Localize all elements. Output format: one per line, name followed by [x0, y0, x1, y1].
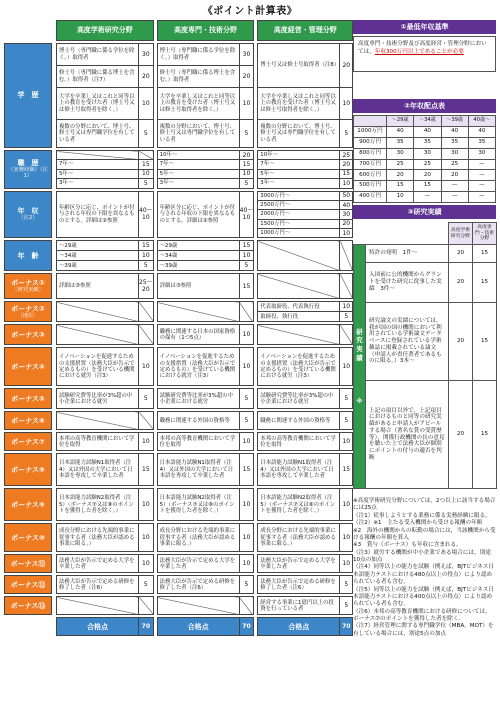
annual-row [354, 126, 496, 137]
research-note-mark: ※ [356, 396, 363, 405]
annual-cell: 35 [387, 137, 414, 148]
income-c-points: 10 [340, 229, 353, 238]
annual-cell: 25 [441, 159, 468, 170]
bonus12-b-points: 5 [239, 576, 254, 594]
column-header-technical: 高度専門・技術分野 [157, 21, 254, 41]
annual-row [354, 181, 496, 192]
research-item: 特許の発明 1件〜 [366, 245, 449, 263]
work-c1-points: 20 [340, 160, 353, 169]
work-c2-points: 15 [340, 169, 353, 178]
income-c-row: 2000万円〜 [258, 210, 340, 219]
bonus6-b: 職務に関連する外国の資格等 [157, 412, 239, 430]
age-a-row: 〜34歳 [57, 251, 139, 261]
bonus9-a: 日本語能力試験N2取得者（注5）（ボーナス⑦又は⑧のポイントを獲得した者を除く。） [57, 489, 139, 521]
bonus4-b: イノベーションを促進するための支援措置（法務大臣が告示で定めるもの）を受けている機関における就労（注3） [157, 348, 239, 386]
bonus4-c: イノベーションを促進するための支援措置（法務大臣が告示で定めるもの）を受けている機関における就労（注3） [258, 348, 340, 386]
category-bonus9: ボーナス⑨ [5, 489, 52, 521]
category-income-label: 年 収 [17, 207, 39, 216]
research-item: 研究論文の実績については，我が国の国の機関において利用されている学術論文データベースに登録されている学術雑誌に掲載されている論文（申請人が責任著者であるものに限る。）3本〜 [366, 303, 449, 381]
edu-a2: 修士号（専門職に係る博士を含む。）取得者（注7） [57, 66, 139, 88]
category-bonus2-sub: 〔地位〕 [17, 312, 39, 319]
annual-cell: 500万円 [354, 181, 387, 192]
category-education: 学 歴 [5, 44, 52, 148]
bonus10-b: 成長分野における先端的事業に従事する者（法務大臣が認める事業に限る。） [157, 524, 239, 552]
minimum-income-heading: ①最低年収基準 [353, 20, 496, 34]
annual-cell: — [441, 181, 468, 192]
annual-cell: 15 [414, 181, 441, 192]
notes [353, 498, 496, 638]
annual-header: 〜34歳 [414, 116, 441, 127]
annual-cell: — [468, 170, 495, 181]
annual-cell: 1000万円 [354, 126, 387, 137]
total-label-technical: 合格点 [157, 618, 239, 636]
note-item: （注7）経営管理に関する専門職学位（MBA，MOT）を有している場合には，別途5点の加点 [353, 623, 494, 637]
annual-cell: 40 [468, 126, 495, 137]
work-c0: 10年〜 [258, 151, 340, 160]
annual-row [354, 192, 496, 203]
research-points-technical: 15 [473, 381, 497, 489]
age-b-points: 15 [239, 241, 254, 251]
bonus10-c-points: 10 [340, 524, 353, 552]
bonus1-b-points: 15 [239, 274, 254, 299]
column-header-academic: 高度学術研究分野 [57, 21, 154, 41]
annual-row [354, 159, 496, 170]
category-work-experience-label: 職 歴 [17, 158, 39, 167]
annual-cell: 20 [441, 170, 468, 181]
bonus3-b-points: 10 [239, 325, 254, 345]
category-age: 年 齢 [5, 241, 52, 271]
work-b1-points: 15 [239, 160, 254, 169]
annual-cell: 30 [414, 148, 441, 159]
income-c-row: 3000万円〜 [258, 191, 340, 200]
income-c-points: 20 [340, 219, 353, 228]
income-c-points: 50 [340, 191, 353, 200]
annual-cell: — [468, 159, 495, 170]
bonus7-b-points: 10 [239, 433, 254, 451]
income-c-points: 40 [340, 200, 353, 209]
edu-c4: 複数の分野において、博士号、修士号又は専門職学位を有している者 [258, 120, 340, 148]
age-a-row: 〜39歳 [57, 261, 139, 271]
work-a-empty [57, 151, 139, 160]
note-item: ※2 海外の機関からの転勤の場合には，当該機関から受ける報酬の年額を算入 [353, 527, 496, 541]
annual-cell: 20 [414, 170, 441, 181]
category-bonus2-label: ボーナス② [11, 304, 45, 313]
category-bonus7: ボーナス⑦ [5, 433, 52, 451]
bonus6-c: 職務に関連する外国の資格等 [258, 412, 340, 430]
category-bonus1-sub: 〔研究実績〕 [12, 287, 44, 294]
category-bonus4: ボーナス④ [5, 348, 52, 386]
bonus1-a-points: 25〜20 [139, 274, 154, 299]
category-bonus5: ボーナス⑤ [5, 389, 52, 409]
bonus1-b: 詳細は③参照 [157, 274, 239, 299]
bonus6-c-points: 5 [340, 412, 353, 430]
bonus11-a-points: 10 [139, 555, 154, 573]
note-item: （注3）就労する機関が中小企業である場合には，別途10点の加点 [353, 549, 491, 563]
research-table [353, 222, 497, 489]
age-b-row: 〜39歳 [157, 261, 239, 271]
bonus2-a-empty [57, 302, 139, 322]
annual-income-heading: ②年収配点表 [353, 99, 496, 113]
total-label-business: 合格点 [258, 618, 340, 636]
bonus6-a-empty [57, 412, 139, 430]
work-a3: 3年〜 [57, 179, 139, 188]
income-a: 年齢区分に応じ、ポイントが付与される年収の下限を異なるものとする。詳細は②参照 [57, 191, 139, 238]
edu-a3-points: 10 [139, 88, 154, 120]
bonus2-c2: 取締役、執行役 [258, 312, 340, 322]
work-c3-points: 10 [340, 179, 353, 188]
work-c0-points: 25 [340, 151, 353, 160]
annual-cell: 600万円 [354, 170, 387, 181]
category-bonus3: ボーナス③ [5, 325, 52, 345]
category-bonus10: ボーナス⑩ [5, 524, 52, 552]
annual-cell: 40 [387, 126, 414, 137]
category-income-sub: （注2） [18, 215, 38, 222]
work-a2: 5年〜 [57, 169, 139, 178]
bonus3-b: 職務に関連する日本の国家資格の保有（1つ5点） [157, 325, 239, 345]
income-b: 年齢区分に応じ、ポイントが付与される年収の下限を異なるものとする。詳細は②参照 [157, 191, 239, 238]
research-side-label [354, 245, 366, 489]
annual-row [354, 170, 496, 181]
category-bonus1-label: ボーナス① [11, 279, 45, 288]
age-b-points: 5 [239, 261, 254, 271]
total-points-technical: 70 [239, 618, 254, 636]
minimum-income-text: 高度専門・技術分野及び高度経営・管理分野においては， [358, 41, 487, 56]
minimum-income-box [353, 36, 496, 72]
header-row [5, 21, 353, 41]
annual-income-table [353, 115, 496, 203]
edu-c4-points: 5 [340, 120, 353, 148]
note-item: （注1）従事しようとする業務に係る実務経験に限る。 [353, 512, 491, 519]
work-a2-points: 10 [139, 169, 154, 178]
bonus2-c1: 代表取締役、代表執行役 [258, 302, 340, 312]
bonus11-c-points: 10 [340, 555, 353, 573]
edu-b3-points: 10 [239, 88, 254, 120]
edu-b1-points: 30 [239, 44, 254, 66]
annual-cell: — [468, 192, 495, 203]
edu-a2-points: 20 [139, 66, 154, 88]
annual-header: 〜29歳 [387, 116, 414, 127]
category-work-experience [5, 151, 52, 189]
annual-cell: — [468, 181, 495, 192]
bonus7-c-points: 10 [340, 433, 353, 451]
edu-c1-points: 20 [340, 44, 353, 88]
annual-cell: 15 [387, 181, 414, 192]
work-b3-points: 5 [239, 179, 254, 188]
points-table [4, 20, 353, 636]
annual-cell: 10 [387, 192, 414, 203]
bonus10-c: 成長分野における先端的事業に従事する者（法務大臣が認める事業に限る。） [258, 524, 340, 552]
bonus1-c-empty [258, 274, 340, 299]
work-a3-points: 5 [139, 179, 154, 188]
work-c3: 3年〜 [258, 179, 340, 188]
bonus8-c: 日本語能力試験N1取得者（注4）又は外国の大学において日本語を専攻して卒業した者 [258, 454, 340, 486]
annual-cell: 40 [414, 126, 441, 137]
bonus3-a-empty [57, 325, 139, 345]
bonus10-a: 成長分野における先端的事業に従事する者（法務大臣が認める事業に限る。） [57, 524, 139, 552]
column-header-business: 高度経営・管理分野 [258, 21, 353, 41]
age-b-row: 〜34歳 [157, 251, 239, 261]
edu-b2: 修士号（専門職に係る博士を含む。）取得者 [157, 66, 239, 88]
bonus5-b-points: 5 [239, 389, 254, 409]
bonus11-c: 法務大臣が告示で定める大学を卒業した者 [258, 555, 340, 573]
bonus8-c-points: 15 [340, 454, 353, 486]
note-item: （注2）※1 主たる受入機関から受ける報酬の年額 [353, 520, 483, 527]
age-c-empty [258, 241, 340, 271]
bonus5-c: 試験研究費等比率が3%超の中小企業における就労 [258, 389, 340, 409]
age-a-row: 〜29歳 [57, 241, 139, 251]
bonus12-c-points: 5 [340, 576, 353, 594]
income-c-row: 1500万円〜 [258, 219, 340, 228]
bonus5-b: 試験研究費等比率が3%超の中小企業における就労 [157, 389, 239, 409]
total-points-academic: 70 [139, 618, 154, 636]
age-a-points: 10 [139, 251, 154, 261]
annual-cell: 700万円 [354, 159, 387, 170]
edu-c3: 大学を卒業し又はこれと同等以上の教育を受けた者（博士号又は修士号取得者を除く。） [258, 88, 340, 120]
age-a-points: 15 [139, 241, 154, 251]
annual-cell: 400万円 [354, 192, 387, 203]
bonus12-a-points: 5 [139, 576, 154, 594]
bonus12-a: 法務大臣が告示で定める研修を修了した者（注6） [57, 576, 139, 594]
research-points-academic: 20 [449, 381, 473, 489]
annual-cell: 40 [441, 126, 468, 137]
bonus10-a-points: 10 [139, 524, 154, 552]
bonus9-b: 日本語能力試験N2取得者（注5）（ボーナス⑦又は⑧のポイントを獲得した者を除く。） [157, 489, 239, 521]
page-title: 《ポイント計算表》 [202, 6, 298, 17]
age-b-row: 〜29歳 [157, 241, 239, 251]
annual-cell: 35 [441, 137, 468, 148]
category-bonus1 [5, 274, 52, 299]
note-item: （注6）本邦の高等教育機関における研修については，ボーナス⑦のポイントを獲得した者を除く。 [353, 608, 491, 622]
bonus8-a: 日本語能力試験N1取得者（注4）又は外国の大学において日本語を専攻して卒業した者 [57, 454, 139, 486]
research-heading: ③研究実績 [353, 205, 496, 219]
total-points-business: 70 [340, 618, 353, 636]
annual-cell: 30 [468, 148, 495, 159]
category-bonus11: ボーナス⑪ [5, 555, 52, 573]
bonus13-a-empty [57, 597, 139, 615]
bonus2-c2-points: 5 [340, 312, 353, 322]
income-c-row: 2500万円〜 [258, 200, 340, 209]
bonus9-c: 日本語能力試験N2取得者（注5）（ボーナス⑦又は⑧のポイントを獲得した者を除く。） [258, 489, 340, 521]
edu-c3-points: 10 [340, 88, 353, 120]
edu-a1: 博士号（専門職に係る学位を除く。）取得者 [57, 44, 139, 66]
bonus11-a: 法務大臣が告示で定める大学を卒業した者 [57, 555, 139, 573]
bonus5-c-points: 5 [340, 389, 353, 409]
income-a-points: 40〜10 [139, 191, 154, 238]
bonus2-b-empty [157, 302, 239, 322]
minimum-income-highlight: 年収300万円以上であることが必要 [374, 49, 464, 56]
research-item: 入国前に公的機関からグラントを受けた研究に従事した実績 3件〜 [366, 263, 449, 303]
bonus10-b-points: 10 [239, 524, 254, 552]
bonus3-c-empty [258, 325, 340, 345]
category-income [5, 191, 52, 238]
bonus1-a: 詳細は③参照 [57, 274, 139, 299]
annual-header [354, 116, 387, 127]
bonus8-a-points: 15 [139, 454, 154, 486]
age-b-points: 10 [239, 251, 254, 261]
annual-cell: 900万円 [354, 137, 387, 148]
research-points-technical: 15 [473, 263, 497, 303]
research-footnote: ※高度学術研究分野については，2つ以上に該当する場合には25点 [353, 498, 496, 512]
bonus13-c: 経営する事業に1億円以上の投資を行っている者 [258, 597, 340, 615]
work-a1: 7年〜 [57, 160, 139, 169]
work-b0: 10年〜 [157, 151, 239, 160]
bonus4-a-points: 10 [139, 348, 154, 386]
edu-b4-points: 5 [239, 120, 254, 148]
research-points-academic: 20 [449, 245, 473, 263]
annual-row [354, 148, 496, 159]
bonus8-b: 日本語能力試験N1取得者（注4）又は外国の大学において日本語を専攻して卒業した者 [157, 454, 239, 486]
income-c-points: 30 [340, 210, 353, 219]
note-item: ※3 賞与（ボーナス）も年収に含まれる。 [353, 542, 462, 549]
research-points-academic: 20 [449, 263, 473, 303]
edu-b3: 大学を卒業し又はこれと同等以上の教育を受けた者（博士号又は修士号取得者を除く。） [157, 88, 239, 120]
total-label-academic: 合格点 [57, 618, 139, 636]
bonus7-b: 本邦の高等教育機関において学位を取得 [157, 433, 239, 451]
income-c-row: 1000万円〜 [258, 229, 340, 238]
work-b2: 5年〜 [157, 169, 239, 178]
note-item: （注4）同等以上の能力を試験（例えば，BJTビジネス日本語能力テストにおける480点以上の得点）により認められている者も含む。 [353, 564, 494, 586]
annual-cell: 30 [387, 148, 414, 159]
bonus11-b-points: 10 [239, 555, 254, 573]
bonus6-b-points: 5 [239, 412, 254, 430]
work-c2: 5年〜 [258, 169, 340, 178]
annual-header: 〜39歳 [441, 116, 468, 127]
annual-cell: 35 [468, 137, 495, 148]
bonus5-a: 試験研究費等比率が3%超の中小企業における就労 [57, 389, 139, 409]
edu-c1: 博士号又は修士号取得者（注8） [258, 44, 340, 88]
bonus13-c-points: 5 [340, 597, 353, 615]
edu-a3: 大学を卒業し又はこれと同等以上の教育を受けた者（博士号又は修士号取得者を除く。） [57, 88, 139, 120]
category-bonus8: ボーナス⑧ [5, 454, 52, 486]
category-bonus2 [5, 302, 52, 322]
bonus7-a-points: 10 [139, 433, 154, 451]
annual-cell: — [414, 192, 441, 203]
work-b0-points: 20 [239, 151, 254, 160]
annual-row [354, 137, 496, 148]
bonus12-b: 法務大臣が告示で定める研修を修了した者（注6） [157, 576, 239, 594]
research-points-academic: 20 [449, 303, 473, 381]
income-b-points: 40〜10 [239, 191, 254, 238]
research-col-technical: 高度専門・技術分野 [473, 223, 497, 245]
category-bonus6: ボーナス⑥ [5, 412, 52, 430]
bonus4-c-points: 10 [340, 348, 353, 386]
category-work-experience-sub: （実務経験）（注1） [8, 167, 48, 180]
research-item: 上記の項目以外で，上記項目におけるものと同等の研究実績があると申請人がアピールする場合（著名な賞の受賞歴等），関係行政機関の長の意見を聴いた上で法務大臣が個別にポイントの付与の適否を判断 [366, 381, 449, 489]
edu-a4: 複数の分野において、博士号、修士号又は専門職学位を有している者 [57, 120, 139, 148]
bonus7-c: 本邦の高等教育機関において学位を取得 [258, 433, 340, 451]
edu-b1: 博士号（専門職に係る学位を除く。）取得者 [157, 44, 239, 66]
research-points-technical: 15 [473, 303, 497, 381]
work-b1: 7年〜 [157, 160, 239, 169]
annual-cell: 25 [387, 159, 414, 170]
edu-b4: 複数の分野において、博士号、修士号又は専門職学位を有している者 [157, 120, 239, 148]
edu-a1-points: 30 [139, 44, 154, 66]
research-col-academic: 高度学術研究分野 [449, 223, 473, 245]
bonus4-a: イノベーションを促進するための支援措置（法務大臣が告示で定めるもの）を受けている機関における就労（注3） [57, 348, 139, 386]
annual-cell: 35 [414, 137, 441, 148]
bonus2-c1-points: 10 [340, 302, 353, 312]
bonus12-c: 法務大臣が告示で定める研修を修了した者（注6） [258, 576, 340, 594]
annual-header: 40歳〜 [468, 116, 495, 127]
bonus9-a-points: 10 [139, 489, 154, 521]
work-b2-points: 10 [239, 169, 254, 178]
category-bonus12: ボーナス⑫ [5, 576, 52, 594]
bonus4-b-points: 10 [239, 348, 254, 386]
bonus5-a-points: 5 [139, 389, 154, 409]
work-c1: 7年〜 [258, 160, 340, 169]
bonus11-b: 法務大臣が告示で定める大学を卒業した者 [157, 555, 239, 573]
bonus7-a: 本邦の高等教育機関において学位を取得 [57, 433, 139, 451]
work-a1-points: 15 [139, 160, 154, 169]
annual-cell: 30 [441, 148, 468, 159]
edu-b2-points: 20 [239, 66, 254, 88]
annual-cell: 800万円 [354, 148, 387, 159]
age-a-points: 5 [139, 261, 154, 271]
note-item: （注5）同等以上の能力を試験（例えば，BJTビジネス日本語能力テストにおける400点以上の得点）により認められている者も含む。 [353, 586, 494, 608]
edu-a4-points: 5 [139, 120, 154, 148]
research-side-label-text: 研究実績 [356, 327, 363, 362]
research-points-technical: 15 [473, 245, 497, 263]
category-bonus13: ボーナス⑬ [5, 597, 52, 615]
annual-cell: 20 [387, 170, 414, 181]
bonus9-c-points: 10 [340, 489, 353, 521]
bonus8-b-points: 15 [239, 454, 254, 486]
annual-cell: 25 [414, 159, 441, 170]
bonus13-b-empty [157, 597, 239, 615]
work-b3: 3年〜 [157, 179, 239, 188]
bonus9-b-points: 10 [239, 489, 254, 521]
annual-cell: — [441, 192, 468, 203]
